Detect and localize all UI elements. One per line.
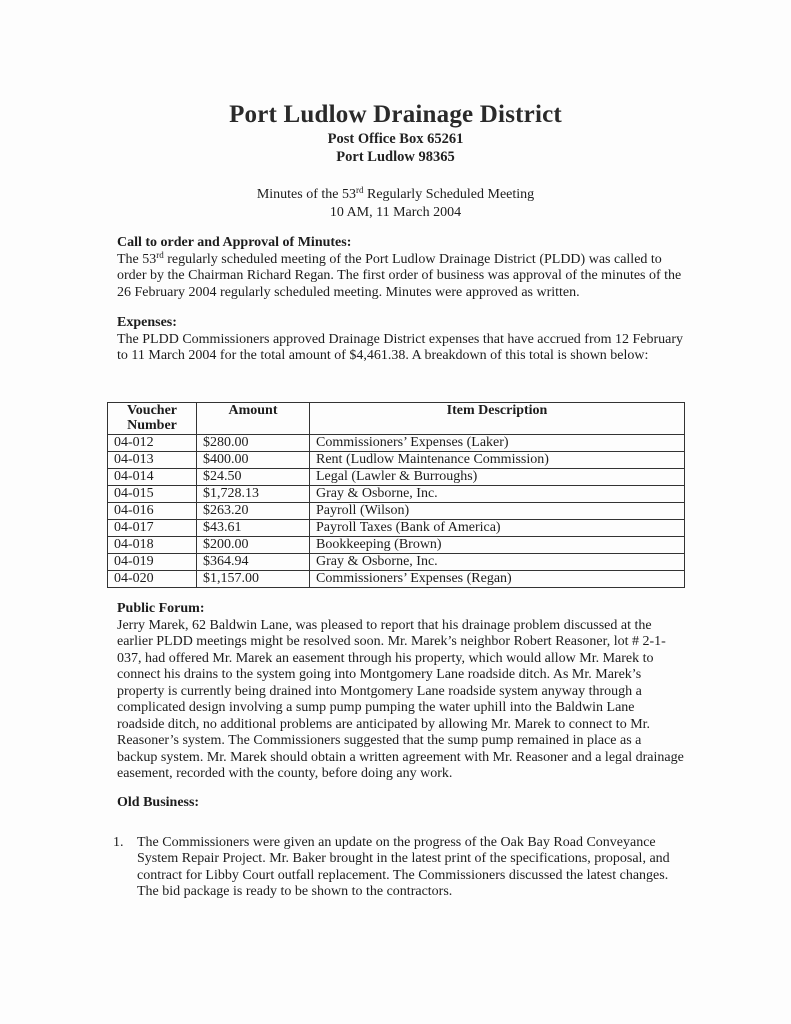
- table-row: [108, 520, 685, 537]
- org-title: Port Ludlow Drainage District: [229, 101, 562, 128]
- cell-voucher: 04-014: [108, 469, 197, 486]
- ordinal-suffix: rd: [156, 249, 164, 260]
- letterhead: [0, 100, 791, 166]
- section-expenses: [117, 315, 685, 365]
- cell-voucher: 04-012: [108, 435, 197, 452]
- cell-description: Gray & Osborne, Inc.: [310, 554, 685, 571]
- cell-amount: $263.20: [197, 503, 310, 520]
- cell-description: Payroll Taxes (Bank of America): [310, 520, 685, 537]
- cell-amount: $364.94: [197, 554, 310, 571]
- cell-amount: $400.00: [197, 452, 310, 469]
- cell-amount: $200.00: [197, 537, 310, 554]
- cell-amount: $43.61: [197, 520, 310, 537]
- table-row: [108, 452, 685, 469]
- table-row: [108, 571, 685, 588]
- table-row: [108, 537, 685, 554]
- section-heading: Public Forum:: [117, 601, 205, 616]
- cell-amount: $1,728.13: [197, 486, 310, 503]
- address-line-1: Post Office Box 65261: [327, 131, 464, 147]
- section-call-to-order: [117, 235, 685, 301]
- cell-voucher: 04-017: [108, 520, 197, 537]
- cell-description: Legal (Lawler & Burroughs): [310, 469, 685, 486]
- meeting-title: [0, 186, 791, 204]
- address-line-2: Port Ludlow 98365: [336, 149, 455, 165]
- list-item: [113, 834, 685, 901]
- header-amount: Amount: [197, 403, 310, 435]
- section-body: [117, 249, 685, 302]
- cell-amount: $1,157.00: [197, 571, 310, 588]
- cell-amount: $24.50: [197, 469, 310, 486]
- meeting-datetime: 10 AM, 11 March 2004: [329, 205, 462, 220]
- cell-voucher: 04-018: [108, 537, 197, 554]
- table-header-row: [108, 403, 685, 435]
- section-heading: Expenses:: [117, 315, 177, 330]
- list-item-number: 1.: [113, 834, 124, 850]
- cell-voucher: 04-020: [108, 571, 197, 588]
- cell-voucher: 04-015: [108, 486, 197, 503]
- expense-table: [107, 402, 685, 588]
- cell-description: Payroll (Wilson): [310, 503, 685, 520]
- cell-description: Commissioners’ Expenses (Regan): [310, 571, 685, 588]
- cell-description: Rent (Ludlow Maintenance Commission): [310, 452, 685, 469]
- cell-voucher: 04-013: [108, 452, 197, 469]
- header-voucher-number: Voucher Number: [108, 403, 197, 435]
- meeting-info: [0, 186, 791, 222]
- header-item-description: Item Description: [310, 403, 685, 435]
- list-item-text: The Commissioners were given an update on the progress of the Oak Bay Road Conveyance System Repair Project. Mr. Baker brought in the latest print of the specifications, proposal, and contract for Libby Court outfall replacement. The Commissioners discussed the latest changes. The bid package is ready to be shown to the contractors.: [137, 834, 670, 899]
- table-row: [108, 554, 685, 571]
- cell-description: Gray & Osborne, Inc.: [310, 486, 685, 503]
- section-heading: Call to order and Approval of Minutes:: [117, 235, 352, 250]
- cell-amount: $280.00: [197, 435, 310, 452]
- meeting-title-suffix: Regularly Scheduled Meeting: [363, 187, 535, 202]
- cell-voucher: 04-016: [108, 503, 197, 520]
- body-text: regularly scheduled meeting of the Port Ludlow Drainage District (PLDD) was called to order by the Chairman Richard Regan. The first order of business was approval of the minutes of the 26 February 2004 regularly scheduled meeting. Minutes were approved as written.: [117, 251, 682, 300]
- table-row: [108, 469, 685, 486]
- section-body: Jerry Marek, 62 Baldwin Lane, was pleased to report that his drainage problem discussed at the earlier PLDD meetings might be resolved soon. Mr. Marek’s neighbor Robert Reasoner, lot # 2-1-037, had offered Mr. Marek an easement through his property, which would allow Mr. Marek to connect his drains to the system going into Montgomery Lane roadside ditch. As Mr. Marek’s property is currently being drained into Montgomery Lane roadside system anyway through a complicated design involving a sump pump pumping the water uphill into the Baldwin Lane roadside ditch, no additional problems are anticipated by allowing Mr. Marek to connect to Mr. Reasoner’s system. The Commissioners suggested that the sump pump remained in place as a backup system. Mr. Marek should obtain a written agreement with Mr. Reasoner and a legal drainage easement, recorded with the county, before doing any work.: [117, 617, 684, 781]
- section-old-business: [113, 795, 685, 901]
- old-business-list: [113, 834, 685, 901]
- cell-description: Commissioners’ Expenses (Laker): [310, 435, 685, 452]
- table-row: [108, 486, 685, 503]
- ordinal-suffix: rd: [355, 185, 364, 195]
- section-public-forum: [117, 601, 685, 783]
- meeting-title-prefix: Minutes of the 53: [256, 187, 356, 202]
- cell-description: Bookkeeping (Brown): [310, 537, 685, 554]
- body-prefix: The 53: [117, 251, 157, 267]
- section-heading: Old Business:: [117, 795, 200, 810]
- section-body: The PLDD Commissioners approved Drainage District expenses that have accrued from 12 February to 11 March 2004 for the total amount of $4,461.38. A breakdown of this total is shown below:: [117, 331, 684, 363]
- table-row: [108, 503, 685, 520]
- cell-voucher: 04-019: [108, 554, 197, 571]
- table-row: [108, 435, 685, 452]
